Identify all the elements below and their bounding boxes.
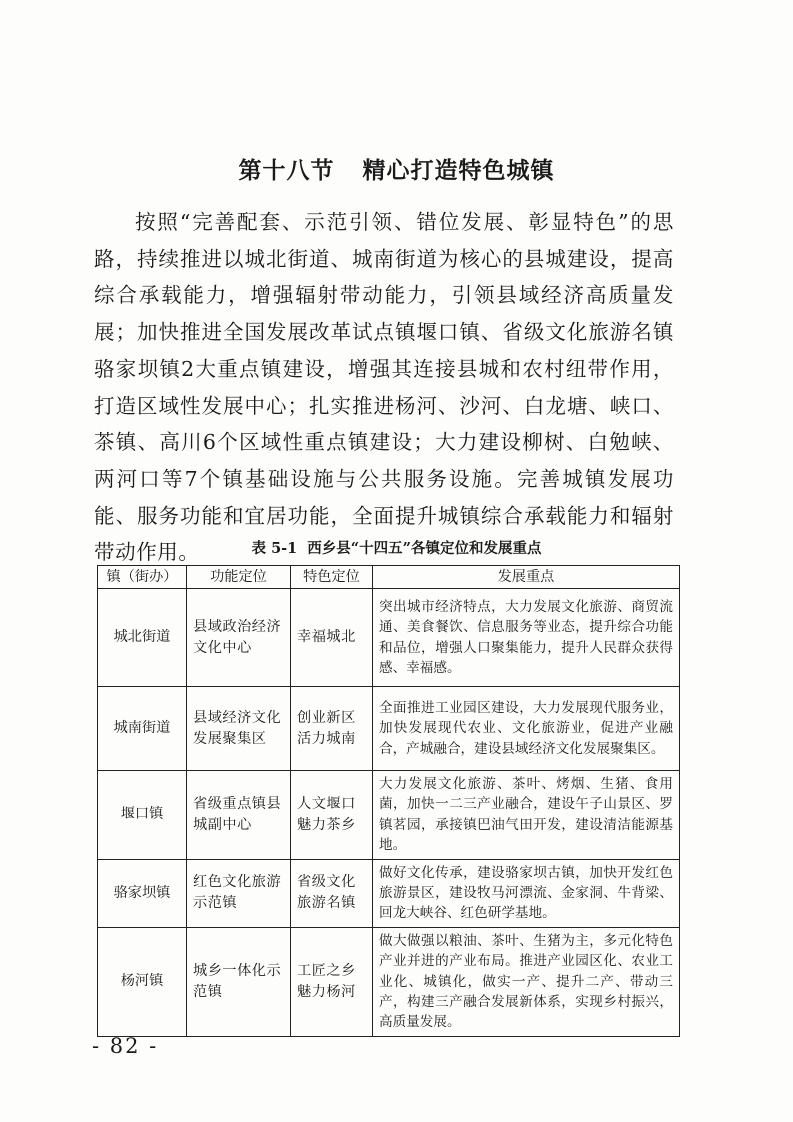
cell-town: 杨河镇 xyxy=(98,927,187,1036)
table-row xyxy=(98,771,680,860)
cell-feature: 人文堰口魅力茶乡 xyxy=(291,771,373,860)
cell-function: 省级重点镇县城副中心 xyxy=(187,771,291,860)
table-caption-text: 西乡县“十四五”各镇定位和发展重点 xyxy=(307,540,542,557)
table-row xyxy=(98,589,680,687)
cell-feature: 创业新区活力城南 xyxy=(291,687,373,771)
table-row xyxy=(98,859,680,927)
cell-town: 城北街道 xyxy=(98,589,187,687)
cell-focus: 做好文化传承，建设骆家坝古镇，加快开发红色旅游景区，建设牧马河漂流、金家洞、牛背梁、回龙大峡谷、红色研学基地。 xyxy=(373,859,680,927)
header-feature: 特色定位 xyxy=(291,566,373,589)
section-number: 第十八节 xyxy=(238,158,335,184)
page-number: - 82 - xyxy=(92,1034,159,1058)
cell-feature: 省级文化旅游名镇 xyxy=(291,859,373,927)
body-paragraph: 按照“完善配套、示范引领、错位发展、彰显特色”的思路，持续推进以城北街道、城南街道为核心的县城建设，提高综合承载能力，增强辐射带动能力，引领县域经济高质量发展；加快推进全国发展改革试点镇堰口镇、省级文化旅游名镇骆家坝镇2大重点镇建设，增强其连接县城和农村纽带作用，打造区域性发展中心；扎实推进杨河、沙河、白龙塘、峡口、茶镇、高川6个区域性重点镇建设；大力建设柳树、白勉峡、两河口等7个镇基础设施与公共服务设施。完善城镇发展功能、服务功能和宜居功能，全面提升城镇综合承载能力和辐射带动作用。 xyxy=(94,210,674,565)
cell-town: 骆家坝镇 xyxy=(98,859,187,927)
cell-function: 县域政治经济文化中心 xyxy=(187,589,291,687)
cell-focus: 大力发展文化旅游、茶叶、烤烟、生猪、食用菌，加快一二三产业融合，建设午子山景区、罗镇茗园，承接镇巴油气田开发，建设清洁能源基地。 xyxy=(373,771,680,860)
table-row xyxy=(98,687,680,771)
cell-function: 县域经济文化发展聚集区 xyxy=(187,687,291,771)
cell-function: 红色文化旅游示范镇 xyxy=(187,859,291,927)
cell-feature: 幸福城北 xyxy=(291,589,373,687)
cell-focus: 做大做强以粮油、茶叶、生猪为主，多元化特色产业并进的产业布局。推进产业园区化、农业工业化、城镇化，做实一产、提升二产、带动三产，构建三产融合发展新体系，实现乡村振兴，高质量发展。 xyxy=(373,927,680,1036)
cell-feature: 工匠之乡魅力杨河 xyxy=(291,927,373,1036)
table-caption xyxy=(0,537,793,558)
header-focus: 发展重点 xyxy=(373,566,680,589)
section-title xyxy=(0,152,793,185)
cell-town: 堰口镇 xyxy=(98,771,187,860)
cell-focus: 突出城市经济特点，大力发展文化旅游、商贸流通、美食餐饮、信息服务等业态，提升综合功能和品位，增强人口聚集能力，提升人民群众获得感、幸福感。 xyxy=(373,589,680,687)
cell-focus: 全面推进工业园区建设，大力发展现代服务业，加快发展现代农业、文化旅游业，促进产业融合，产城融合，建设县域经济文化发展聚集区。 xyxy=(373,687,680,771)
town-positioning-table xyxy=(97,565,680,1037)
section-heading: 精心打造特色城镇 xyxy=(362,158,555,184)
cell-function: 城乡一体化示范镇 xyxy=(187,927,291,1036)
header-town: 镇（街办） xyxy=(98,566,187,589)
table-row xyxy=(98,927,680,1036)
header-function: 功能定位 xyxy=(187,566,291,589)
table-header-row xyxy=(98,566,680,589)
cell-town: 城南街道 xyxy=(98,687,187,771)
table-caption-number: 表 5-1 xyxy=(251,540,298,557)
